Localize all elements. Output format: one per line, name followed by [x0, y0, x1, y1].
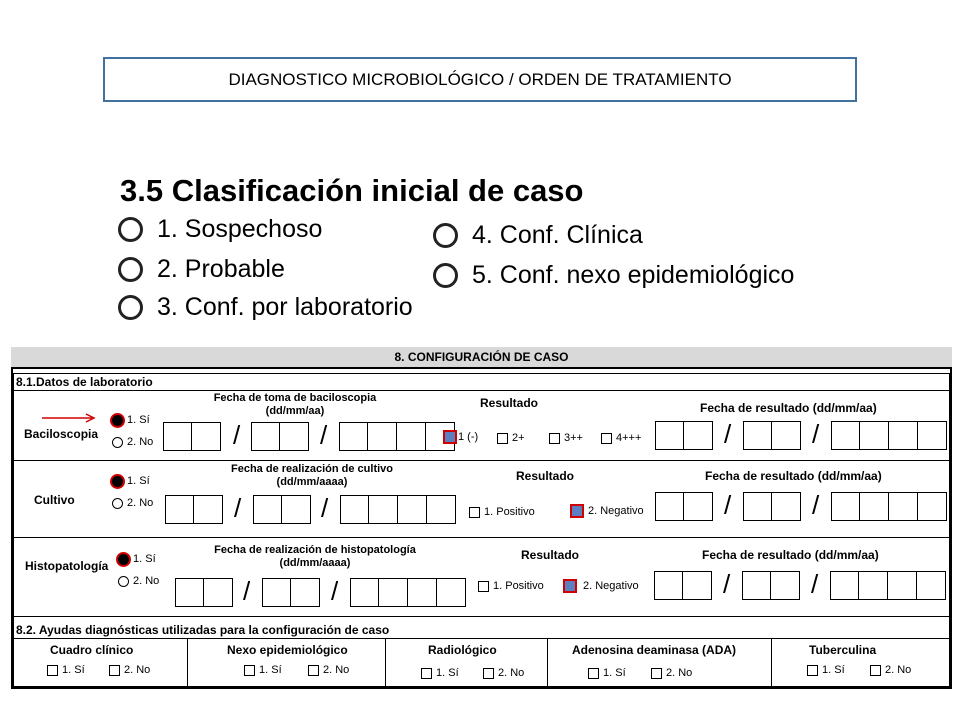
digit-cell[interactable] [831, 421, 860, 450]
digit-cell[interactable] [684, 421, 713, 450]
checkbox-icon[interactable] [469, 507, 480, 518]
digit-cell[interactable] [262, 578, 291, 607]
radio-selected-icon[interactable] [118, 554, 129, 565]
date-slash: / [724, 490, 732, 520]
checkbox-icon[interactable] [601, 433, 612, 444]
inner-frame [13, 373, 950, 687]
checkbox-label: 2. Negativo [583, 580, 639, 592]
digit-cell[interactable] [889, 421, 918, 450]
cultivo-no[interactable] [112, 497, 153, 509]
digit-cell[interactable] [831, 492, 860, 521]
checkbox-label: 3++ [564, 432, 583, 444]
cultivo-month-input[interactable] [253, 495, 311, 524]
digit-cell[interactable] [427, 495, 456, 524]
nexo-yes[interactable] [244, 664, 282, 676]
cultivo-result-date-header: Fecha de resultado (dd/mm/aa) [705, 469, 882, 483]
cultivo-year-input[interactable] [340, 495, 456, 524]
checkbox-label: 1. Sí [259, 664, 282, 676]
tuberculina-no[interactable] [870, 664, 911, 676]
digit-cell[interactable] [251, 422, 280, 451]
radio-icon[interactable] [118, 576, 129, 587]
histopatologia-result-date-header: Fecha de resultado (dd/mm/aa) [702, 548, 879, 562]
digit-cell[interactable] [350, 578, 379, 607]
cultivo-result-year-input[interactable] [831, 492, 947, 521]
radio-label: 2. No [127, 497, 154, 509]
ayuda-ada-label: Adenosina deaminasa (ADA) [572, 643, 737, 657]
digit-cell[interactable] [918, 492, 947, 521]
digit-cell[interactable] [368, 422, 397, 451]
histopatologia-yes[interactable] [118, 553, 156, 565]
baciloscopia-yes[interactable] [112, 414, 150, 426]
divider [187, 638, 188, 687]
cultivo-date-header: Fecha de realización de cultivo (dd/mm/aaaa) [231, 463, 393, 488]
digit-cell[interactable] [379, 578, 408, 607]
radio-selected-icon[interactable] [112, 415, 123, 426]
baciloscopia-result-date-header: Fecha de resultado (dd/mm/aa) [700, 401, 877, 415]
histopatologia-label: Histopatología [25, 559, 109, 573]
option-conf-clinica[interactable] [433, 221, 643, 250]
histopatologia-result-year-input[interactable] [830, 571, 946, 600]
section-35-heading: 3.5 Clasificación inicial de caso [120, 173, 584, 208]
option-conf-nexo[interactable] [433, 261, 794, 290]
digit-cell[interactable] [339, 422, 368, 451]
checkbox-icon[interactable] [588, 668, 599, 679]
digit-cell[interactable] [889, 492, 918, 521]
digit-cell[interactable] [772, 492, 801, 521]
histopatologia-result-month-input[interactable] [742, 571, 800, 600]
checkbox-icon[interactable] [109, 665, 120, 676]
baciloscopia-result-header: Resultado [480, 396, 539, 410]
digit-cell[interactable] [282, 495, 311, 524]
ada-no[interactable] [651, 667, 692, 679]
digit-cell[interactable] [192, 422, 221, 451]
ayuda-nexo-label: Nexo epidemiológico [227, 643, 348, 657]
sub81-label: 8.1.Datos de laboratorio [16, 375, 153, 389]
checkbox-label: 2+ [512, 432, 525, 444]
digit-cell[interactable] [204, 578, 233, 607]
digit-cell[interactable] [280, 422, 309, 451]
digit-cell[interactable] [742, 571, 771, 600]
ayuda-tuberculina-label: Tuberculina [809, 643, 877, 657]
baciloscopia-result-day-input[interactable] [655, 421, 713, 450]
baciloscopia-date-header: Fecha de toma de baciloscopia (dd/mm/aa) [213, 392, 377, 417]
digit-cell[interactable] [369, 495, 398, 524]
checkbox-label: 2. No [323, 664, 350, 676]
baciloscopia-result-year-input[interactable] [831, 421, 947, 450]
checkbox-checked-icon[interactable] [443, 430, 457, 444]
checkbox-icon[interactable] [807, 665, 818, 676]
digit-cell[interactable] [340, 495, 369, 524]
histopatologia-positivo[interactable] [478, 580, 544, 592]
histopatologia-no[interactable] [118, 575, 159, 587]
digit-cell[interactable] [683, 571, 712, 600]
radio-label: 2. No [127, 436, 154, 448]
radio-label: 1. Sí [133, 553, 156, 565]
slide-title-box [103, 57, 857, 102]
ayuda-cuadro-clinico-label: Cuadro clínico [50, 643, 134, 657]
option-probable[interactable] [118, 255, 285, 284]
checkbox-label: 2. No [885, 664, 912, 676]
divider [13, 616, 950, 617]
option-label: 5. Conf. nexo epidemiológico [472, 261, 795, 289]
cultivo-result-day-input[interactable] [655, 492, 713, 521]
radiologico-yes[interactable] [421, 667, 459, 679]
digit-cell[interactable] [291, 578, 320, 607]
form-header [11, 347, 952, 369]
tuberculina-yes[interactable] [807, 664, 845, 676]
radio-selected-icon[interactable] [112, 476, 123, 487]
radio-circle-icon[interactable] [433, 263, 458, 288]
digit-cell[interactable] [860, 421, 889, 450]
baciloscopia-result-month-input[interactable] [743, 421, 801, 450]
nexo-no[interactable] [308, 664, 349, 676]
radio-circle-icon[interactable] [433, 223, 458, 248]
radio-circle-icon[interactable] [118, 217, 143, 242]
digit-cell[interactable] [408, 578, 437, 607]
digit-cell[interactable] [743, 421, 772, 450]
checkbox-checked-icon[interactable] [563, 579, 577, 593]
divider [385, 638, 386, 687]
checkbox-label: 1. Positivo [493, 580, 544, 592]
arrow-right-icon [40, 412, 98, 424]
histopatologia-result-header: Resultado [521, 548, 580, 562]
checkbox-icon[interactable] [47, 665, 58, 676]
divider [13, 537, 950, 538]
checkbox-icon[interactable] [483, 668, 494, 679]
ayuda-radiologico-label: Radiológico [428, 643, 497, 657]
cuadro-clinico-yes[interactable] [47, 664, 85, 676]
digit-cell[interactable] [888, 571, 917, 600]
histopatologia-result-day-input[interactable] [654, 571, 712, 600]
date-slash: / [724, 419, 732, 449]
result-4plus[interactable] [601, 432, 641, 444]
digit-cell[interactable] [437, 578, 466, 607]
date-slash: / [812, 419, 820, 449]
radio-icon[interactable] [112, 437, 123, 448]
date-slash: / [331, 576, 339, 606]
digit-cell[interactable] [772, 421, 801, 450]
checkbox-icon[interactable] [308, 665, 319, 676]
checkbox-label: 2. Negativo [588, 505, 644, 517]
digit-cell[interactable] [253, 495, 282, 524]
digit-cell[interactable] [175, 578, 204, 607]
histopatologia-date-header: Fecha de realización de histopatología (dd/mm/aaaa) [214, 544, 416, 569]
form-header-label: 8. CONFIGURACIÓN DE CASO [394, 350, 569, 364]
radio-circle-icon[interactable] [118, 257, 143, 282]
digit-cell[interactable] [917, 571, 946, 600]
digit-cell[interactable] [163, 422, 192, 451]
option-label: 4. Conf. Clínica [472, 221, 643, 249]
digit-cell[interactable] [194, 495, 223, 524]
date-slash: / [320, 420, 328, 450]
date-slash: / [234, 493, 242, 523]
result-3plus[interactable] [549, 432, 583, 444]
radio-circle-icon[interactable] [118, 295, 143, 320]
digit-cell[interactable] [918, 421, 947, 450]
radio-label: 1. Sí [127, 414, 150, 426]
checkbox-label: 2. No [666, 667, 693, 679]
checkbox-label: 1. Sí [822, 664, 845, 676]
cultivo-result-header: Resultado [516, 469, 575, 483]
sub82-label: 8.2. Ayudas diagnósticas utilizadas para la configuración de caso [16, 623, 390, 637]
digit-cell[interactable] [397, 422, 426, 451]
histopatologia-day-input[interactable] [175, 578, 233, 607]
checkbox-icon[interactable] [421, 668, 432, 679]
checkbox-label: 1. Sí [603, 667, 626, 679]
radio-label: 1. Sí [127, 475, 150, 487]
radio-icon[interactable] [112, 498, 123, 509]
digit-cell[interactable] [655, 421, 684, 450]
checkbox-icon[interactable] [478, 581, 489, 592]
checkbox-icon[interactable] [549, 433, 560, 444]
digit-cell[interactable] [655, 492, 684, 521]
digit-cell[interactable] [771, 571, 800, 600]
ada-yes[interactable] [588, 667, 626, 679]
digit-cell[interactable] [398, 495, 427, 524]
option-label: 3. Conf. por laboratorio [157, 293, 413, 321]
divider [547, 638, 548, 687]
digit-cell[interactable] [743, 492, 772, 521]
date-slash: / [321, 493, 329, 523]
divider [13, 460, 950, 461]
digit-cell[interactable] [859, 571, 888, 600]
checkbox-icon[interactable] [497, 433, 508, 444]
cultivo-label: Cultivo [34, 493, 75, 507]
checkbox-label: 1. Sí [436, 667, 459, 679]
cultivo-yes[interactable] [112, 475, 150, 487]
option-sospechoso[interactable] [118, 215, 322, 244]
digit-cell[interactable] [830, 571, 859, 600]
checkbox-label: 2. No [498, 667, 525, 679]
checkbox-icon[interactable] [651, 668, 662, 679]
digit-cell[interactable] [654, 571, 683, 600]
checkbox-label: 1. Positivo [484, 506, 535, 518]
cultivo-result-month-input[interactable] [743, 492, 801, 521]
digit-cell[interactable] [165, 495, 194, 524]
result-1-neg[interactable] [443, 430, 478, 444]
cultivo-negativo[interactable] [570, 504, 644, 518]
histopatologia-month-input[interactable] [262, 578, 320, 607]
cuadro-clinico-no[interactable] [109, 664, 150, 676]
date-slash: / [243, 576, 251, 606]
option-label: 1. Sospechoso [157, 215, 323, 243]
checkbox-label: 1. Sí [62, 664, 85, 676]
baciloscopia-day-input[interactable] [163, 422, 221, 451]
checkbox-icon[interactable] [244, 665, 255, 676]
baciloscopia-no[interactable] [112, 436, 153, 448]
baciloscopia-year-input[interactable] [339, 422, 455, 451]
slide-title: DIAGNOSTICO MICROBIOLÓGICO / ORDEN DE TRATAMIENTO [228, 69, 732, 89]
divider [13, 390, 950, 391]
checkbox-checked-icon[interactable] [570, 504, 584, 518]
baciloscopia-label: Baciloscopia [24, 427, 99, 441]
radiologico-no[interactable] [483, 667, 524, 679]
checkbox-label: 1 (-) [458, 431, 479, 443]
date-slash: / [812, 490, 820, 520]
checkbox-label: 2. No [124, 664, 151, 676]
baciloscopia-month-input[interactable] [251, 422, 309, 451]
digit-cell[interactable] [860, 492, 889, 521]
divider [13, 638, 950, 639]
digit-cell[interactable] [684, 492, 713, 521]
cultivo-day-input[interactable] [165, 495, 223, 524]
result-2plus[interactable] [497, 432, 525, 444]
checkbox-icon[interactable] [870, 665, 881, 676]
date-slash: / [723, 569, 731, 599]
date-slash: / [233, 420, 241, 450]
checkbox-label: 4+++ [616, 432, 642, 444]
histopatologia-negativo[interactable] [563, 579, 639, 593]
date-slash: / [811, 569, 819, 599]
histopatologia-year-input[interactable] [350, 578, 466, 607]
option-label: 2. Probable [157, 255, 285, 283]
option-conf-laboratorio[interactable] [118, 293, 413, 322]
radio-label: 2. No [133, 575, 160, 587]
cultivo-positivo[interactable] [469, 506, 535, 518]
divider [771, 638, 772, 687]
